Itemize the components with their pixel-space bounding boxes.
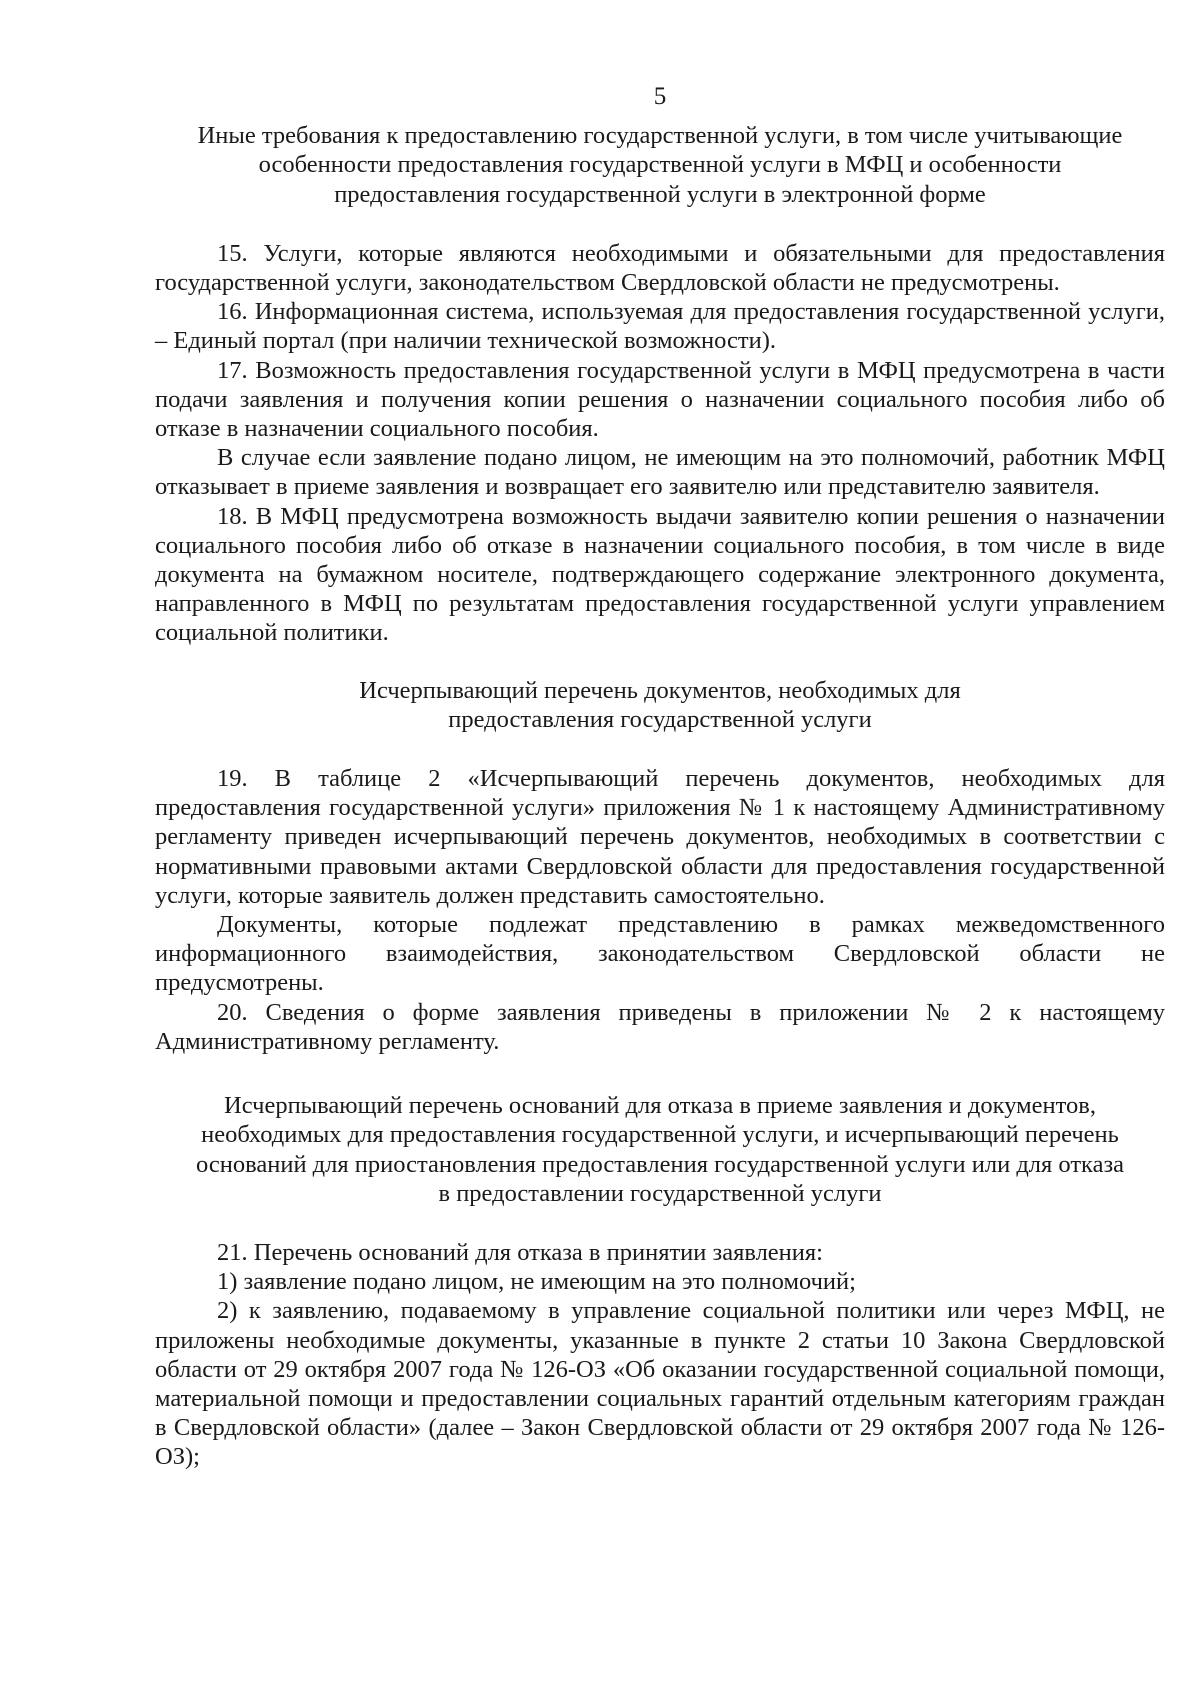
section-heading-refusal-grounds xyxy=(155,1091,1165,1208)
paragraph-18: 18. В МФЦ предусмотрена возможность выдачи заявителю копии решения о назначении социального пособия либо об отказе в назначении социального пособия, в том числе в виде документа на бумажном носителе, подтверждающего содержание электронного документа, направленного в МФЦ по результатам предоставления государственной услуги управлением социальной политики. xyxy=(155,502,1165,647)
paragraph-21-item-1: 1) заявление подано лицом, не имеющим на это полномочий; xyxy=(217,1268,856,1296)
heading-line: особенности предоставления государственной услуги в МФЦ и особенности xyxy=(258,151,1062,179)
document-page xyxy=(155,70,1165,1472)
paragraph-17-refusal: В случае если заявление подано лицом, не имеющим на это полномочий, работник МФЦ отказывает в приеме заявления и возвращает его заявителю или представителю заявителя. xyxy=(155,444,1165,501)
section-heading-documents-list xyxy=(155,676,1165,734)
paragraph-15: 15. Услуги, которые являются необходимыми и обязательными для предоставления государственной услуги, законодательством Свердловской области не предусмотрены. xyxy=(155,239,1165,297)
heading-line: оснований для приостановления предоставления государственной услуги или для отказа xyxy=(196,1150,1124,1178)
page-number: 5 xyxy=(653,83,667,110)
heading-line: предоставления государственной услуги xyxy=(448,705,872,733)
heading-line: в предоставлении государственной услуги xyxy=(438,1179,882,1207)
heading-line: предоставления государственной услуги в электронной форме xyxy=(334,180,986,208)
heading-line: Исчерпывающий перечень документов, необходимых для xyxy=(359,676,961,704)
paragraph-21-item-2: 2) к заявлению, подаваемому в управление социальной политики или через МФЦ, не приложены необходимые документы, указанные в пункте 2 статьи 10 Закона Свердловской области от 29 октября 2007 года № 126-ОЗ «Об оказании государственной социальной помощи, материальной помощи и предоставлении социальных гарантий отдельным категориям граждан в Свердловской области» (далее – Закон Свердловской области от 29 октября 2007 года № 126-ОЗ); xyxy=(155,1297,1165,1471)
heading-line: Иные требования к предоставлению государственной услуги, в том числе учитывающие xyxy=(197,122,1123,150)
section-heading-other-requirements xyxy=(155,121,1165,209)
paragraph-19-interagency: Документы, которые подлежат представлению в рамках межведомственного информационного взаимодействия, законодательством Свердловской области не предусмотрены. xyxy=(155,911,1165,997)
heading-line: Исчерпывающий перечень оснований для отказа в приеме заявления и документов, xyxy=(224,1092,1096,1120)
paragraph-17: 17. Возможность предоставления государственной услуги в МФЦ предусмотрена в части подачи заявления и получения копии решения о назначении социального пособия либо об отказе в назначении социального пособия. xyxy=(155,356,1165,443)
paragraph-16: 16. Информационная система, используемая для предоставления государственной услуги, – Единый портал (при наличии технической возможности). xyxy=(155,298,1165,355)
paragraph-20: 20. Сведения о форме заявления приведены в приложении № 2 к настоящему Административному регламенту. xyxy=(155,998,1165,1055)
paragraph-21: 21. Перечень оснований для отказа в принятии заявления: xyxy=(217,1238,823,1266)
heading-line: необходимых для предоставления государственной услуги, и исчерпывающий перечень xyxy=(201,1121,1119,1149)
paragraph-19: 19. В таблице 2 «Исчерпывающий перечень документов, необходимых для предоставления государственной услуги» приложения № 1 к настоящему Административному регламенту приведен исчерпывающий перечень документов, необходимых в соответствии с нормативными правовыми актами Свердловской области для предоставления государственной услуги, которые заявитель должен представить самостоятельно. xyxy=(155,765,1165,909)
